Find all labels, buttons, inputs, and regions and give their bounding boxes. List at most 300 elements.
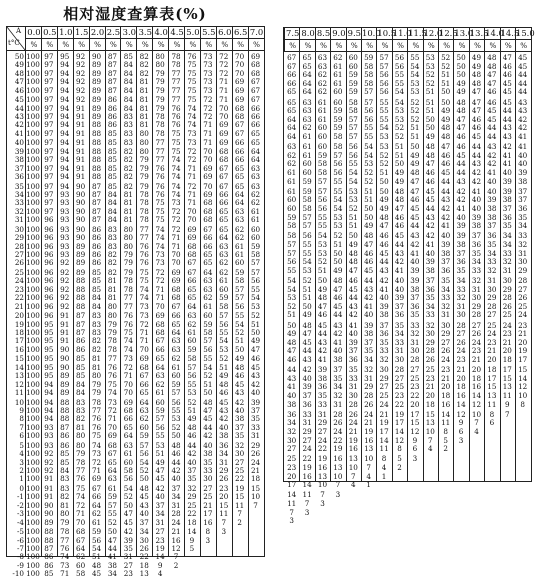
corner-cell — [7, 27, 25, 50]
humidity-cell: 58 — [333, 131, 343, 141]
humidity-cell: 21 — [250, 466, 261, 476]
humidity-cell: 43 — [348, 301, 358, 311]
humidity-cell: 48 — [487, 61, 497, 71]
humidity-cell: 26 — [441, 346, 451, 356]
column-header — [168, 27, 185, 50]
column-header — [41, 27, 58, 50]
humidity-cell: 30 — [441, 320, 451, 330]
humidity-cell: 88 — [91, 163, 102, 173]
humidity-cell: 25 — [379, 390, 389, 400]
humidity-cell: 31 — [155, 517, 165, 527]
humidity-cell: 62 — [317, 78, 328, 88]
humidity-cell: 52 — [123, 492, 133, 502]
humidity-cell: 57 — [364, 87, 374, 97]
humidity-cell: 7 — [366, 462, 371, 472]
humidity-cell: 16 — [471, 382, 482, 392]
humidity-cell: 79 — [76, 449, 86, 459]
humidity-cell: 89 — [91, 60, 102, 70]
table-row — [284, 509, 531, 518]
humidity-cell: 40 — [139, 509, 149, 519]
humidity-cell: 76 — [60, 544, 70, 554]
humidity-cell: 46 — [410, 195, 420, 205]
humidity-cell: 57 — [155, 414, 165, 424]
humidity-cell: 36 — [394, 310, 405, 320]
humidity-cell: 39 — [456, 231, 466, 241]
humidity-cell: 74 — [171, 172, 181, 182]
humidity-cell: 82 — [139, 52, 149, 61]
humidity-cell: 18 — [456, 382, 466, 392]
humidity-cell: 78 — [123, 276, 133, 286]
humidity-cell: 68 — [203, 215, 213, 225]
humidity-cell: 25 — [487, 320, 497, 330]
humidity-cell: 46 — [379, 231, 389, 241]
humidity-cell: 100 — [26, 474, 40, 484]
humidity-cell: 52 — [250, 311, 261, 321]
humidity-cell: 60 — [139, 422, 149, 432]
column-header-unit: % — [397, 41, 404, 50]
humidity-cell: 84 — [107, 190, 118, 199]
column-header — [232, 27, 249, 50]
humidity-cell: 47 — [317, 301, 328, 311]
humidity-cell: 92 — [44, 449, 54, 459]
humidity-cell: 34 — [139, 527, 149, 537]
humidity-cell: 25 — [425, 365, 435, 375]
humidity-cell: 56 — [364, 106, 374, 116]
column-header-unit: % — [189, 40, 197, 49]
humidity-cell: 77 — [107, 354, 118, 364]
humidity-cell: 43 — [333, 320, 343, 330]
humidity-cell: 79 — [155, 95, 165, 105]
humidity-cell: 74 — [171, 155, 181, 165]
humidity-cell: 31 — [123, 552, 133, 562]
column-header-value: 6.5 — [233, 27, 248, 37]
humidity-cell: 57 — [287, 239, 297, 249]
humidity-cell: 53 — [394, 114, 405, 124]
humidity-cell: 94 — [44, 397, 54, 407]
humidity-cell: 31 — [471, 284, 482, 294]
humidity-cell: 93 — [60, 224, 70, 234]
humidity-cell: 17 — [487, 373, 497, 383]
humidity-cell: 75 — [171, 128, 181, 138]
humidity-cell: 100 — [26, 319, 40, 329]
humidity-cell: 83 — [107, 241, 118, 251]
humidity-cell: 21 — [456, 365, 466, 375]
humidity-cell: 76 — [155, 181, 165, 191]
humidity-cell: 62 — [171, 354, 181, 364]
humidity-cell: 66 — [219, 190, 229, 199]
humidity-cell: 97 — [44, 128, 54, 138]
humidity-cell: 93 — [60, 233, 70, 243]
humidity-cell: 57 — [348, 131, 358, 141]
humidity-cell: 38 — [456, 239, 466, 249]
humidity-cell: 100 — [26, 509, 40, 519]
humidity-cell: 35 — [471, 248, 482, 258]
humidity-cell: 36 — [456, 257, 466, 267]
temperature-cell: 27 — [14, 250, 24, 260]
humidity-cell: 29 — [487, 293, 497, 303]
humidity-cell: 53 — [364, 159, 374, 169]
humidity-cell: 95 — [44, 336, 54, 346]
temperature-cell: 20 — [14, 311, 24, 321]
humidity-cell: 67 — [155, 336, 165, 346]
humidity-cell: 83 — [123, 112, 133, 122]
humidity-cell: 43 — [441, 195, 451, 205]
humidity-cell: 42 — [502, 142, 512, 152]
humidity-cell: 94 — [60, 103, 70, 113]
humidity-cell: 67 — [171, 301, 181, 311]
humidity-cell: 15 — [250, 484, 261, 493]
humidity-cell: 84 — [123, 103, 133, 113]
humidity-cell: 30 — [518, 257, 528, 267]
humidity-cell: 80 — [123, 241, 133, 251]
humidity-cell: 79 — [155, 85, 165, 95]
humidity-cell: 72 — [219, 52, 229, 61]
humidity-cell: 13 — [502, 382, 512, 392]
temperature-cell: -9 — [16, 560, 24, 570]
humidity-cell: 52 — [317, 257, 328, 267]
humidity-cell: 80 — [155, 52, 165, 61]
humidity-cell: 63 — [317, 61, 328, 71]
humidity-cell: 10 — [348, 462, 358, 472]
humidity-cell: 88 — [76, 293, 86, 303]
humidity-cell: 34 — [333, 382, 343, 392]
humidity-cell: 61 — [287, 167, 297, 177]
table-row — [284, 517, 531, 526]
humidity-cell: 3 — [335, 490, 341, 500]
humidity-cell: 17 — [410, 409, 420, 419]
humidity-cell: 29 — [250, 440, 261, 450]
humidity-cell: 87 — [76, 311, 86, 321]
humidity-cell: 40 — [487, 176, 497, 186]
humidity-cell: 27 — [456, 329, 466, 339]
humidity-cell: 35 — [123, 544, 133, 554]
column-header — [89, 27, 106, 50]
humidity-cell: 51 — [364, 186, 374, 196]
temperature-cell: 43 — [14, 112, 24, 122]
humidity-cell: 56 — [235, 301, 245, 311]
humidity-cell: 8 — [520, 399, 525, 409]
humidity-cell: 70 — [235, 68, 245, 78]
column-header — [423, 28, 443, 51]
humidity-cell: 35 — [502, 221, 512, 231]
humidity-cell: 75 — [139, 276, 149, 286]
column-header-value: 7.5 — [286, 28, 300, 38]
humidity-cell: 88 — [91, 155, 102, 165]
humidity-cell: 54 — [348, 176, 358, 186]
column-divider — [184, 51, 185, 556]
temperature-cell: -10 — [12, 569, 24, 579]
humidity-cell: 100 — [26, 466, 40, 476]
humidity-cell: 58 — [302, 203, 312, 213]
humidity-cell: 37 — [502, 203, 512, 213]
humidity-cell: 46 — [235, 371, 245, 381]
humidity-cell: 60 — [76, 560, 86, 570]
humidity-cell: 34 — [487, 248, 497, 258]
humidity-cell: 35 — [187, 474, 197, 484]
humidity-cell: 50 — [348, 231, 358, 241]
humidity-cell: 66 — [155, 344, 165, 354]
humidity-cell: 55 — [379, 97, 389, 107]
humidity-cell: 64 — [302, 78, 312, 88]
column-header-unit: % — [458, 41, 466, 50]
humidity-cell: 52 — [410, 106, 420, 116]
humidity-cell: 91 — [60, 336, 70, 346]
humidity-cell: 60 — [348, 61, 358, 71]
humidity-cell: 49 — [394, 176, 405, 186]
humidity-cell: 100 — [26, 544, 40, 554]
humidity-cell: 22 — [187, 509, 197, 519]
humidity-cell: 81 — [107, 276, 118, 286]
humidity-cell: 13 — [139, 569, 149, 579]
humidity-cell: 20 — [287, 471, 297, 481]
humidity-cell: 22 — [394, 399, 405, 409]
humidity-cell: 46 — [187, 431, 197, 441]
humidity-cell: 75 — [171, 146, 181, 156]
humidity-cell: 30 — [379, 365, 389, 375]
column-header-value: 13.5 — [469, 28, 489, 38]
humidity-cell: 89 — [60, 388, 70, 398]
humidity-cell: 79 — [123, 258, 133, 268]
humidity-cell: 41 — [518, 131, 528, 141]
humidity-cell: 46 — [287, 354, 297, 364]
humidity-cell: 37 — [187, 466, 197, 476]
humidity-cell: 49 — [394, 167, 405, 177]
column-header-unit: % — [78, 40, 86, 49]
humidity-cell: 45 — [425, 195, 435, 205]
column-header — [152, 27, 169, 50]
humidity-cell: 60 — [171, 371, 181, 381]
humidity-cell: 76 — [91, 422, 102, 432]
humidity-cell: 61 — [333, 61, 343, 71]
humidity-cell: 88 — [60, 397, 70, 407]
column-header — [200, 27, 217, 50]
humidity-cell: 51 — [235, 336, 245, 346]
humidity-cell: 67 — [219, 163, 229, 173]
humidity-cell: 19 — [394, 409, 405, 419]
humidity-cell: 56 — [379, 78, 389, 88]
humidity-cell: 62 — [139, 414, 149, 424]
humidity-cell: 30 — [456, 310, 466, 320]
humidity-cell: 55 — [364, 131, 374, 141]
humidity-cell: 57 — [250, 258, 261, 268]
column-header — [216, 27, 233, 50]
temperature-cell: 37 — [14, 163, 24, 173]
humidity-cell: 15 — [425, 409, 435, 419]
humidity-cell: 33 — [425, 310, 435, 320]
humidity-cell: 88 — [91, 146, 102, 156]
humidity-cell: 39 — [379, 301, 389, 311]
humidity-cell: 71 — [76, 509, 86, 519]
humidity-cell: 46 — [348, 276, 358, 285]
humidity-cell: 14 — [302, 480, 312, 490]
humidity-cell: 47 — [425, 159, 435, 169]
humidity-cell: 72 — [219, 60, 229, 70]
humidity-cell: 63 — [171, 344, 181, 354]
humidity-cell: 79 — [91, 388, 102, 398]
humidity-cell: 47 — [410, 186, 420, 196]
humidity-cell: 32 — [471, 276, 482, 285]
humidity-cell: 73 — [203, 68, 213, 78]
humidity-cell: 6 — [489, 418, 495, 428]
humidity-cell: 71 — [139, 336, 149, 346]
humidity-cell: 67 — [139, 371, 149, 381]
humidity-cell: 44 — [471, 150, 482, 160]
humidity-cell: 16 — [348, 444, 358, 454]
humidity-cell: 96 — [44, 215, 54, 225]
humidity-cell: 55 — [219, 328, 229, 338]
humidity-cell: 100 — [26, 224, 40, 234]
humidity-cell: 63 — [187, 311, 197, 321]
humidity-cell: 26 — [333, 418, 343, 428]
humidity-cell: 41 — [333, 337, 343, 347]
humidity-cell: 7 — [474, 418, 479, 428]
humidity-cell: 2 — [173, 560, 179, 570]
humidity-cell: 56 — [171, 397, 181, 407]
humidity-cell: 27 — [203, 484, 213, 493]
humidity-cell: 21 — [171, 527, 181, 537]
humidity-cell: 45 — [502, 78, 512, 88]
humidity-cell: 75 — [107, 379, 118, 389]
humidity-cell: 36 — [502, 212, 512, 222]
humidity-cell: 72 — [203, 103, 213, 113]
humidity-cell: 77 — [171, 77, 181, 87]
column-header — [315, 28, 331, 51]
humidity-cell: 56 — [364, 114, 374, 124]
humidity-cell: 58 — [123, 466, 133, 476]
humidity-cell: 79 — [107, 319, 118, 329]
humidity-cell: 60 — [235, 258, 245, 268]
humidity-cell: 86 — [76, 344, 86, 354]
humidity-cell: 68 — [203, 206, 213, 216]
humidity-cell: 69 — [139, 354, 149, 364]
humidity-cell: 10 — [250, 492, 261, 502]
column-header-unit: % — [412, 41, 420, 50]
humidity-cell: 54 — [287, 276, 297, 285]
humidity-cell: 58 — [203, 328, 213, 338]
humidity-cell: 47 — [250, 344, 261, 354]
humidity-cell: 50 — [379, 176, 389, 186]
humidity-cell: 74 — [155, 224, 165, 234]
humidity-cell: 56 — [139, 449, 149, 459]
humidity-cell: 59 — [155, 406, 165, 415]
humidity-cell: 10 — [317, 480, 328, 490]
humidity-cell: 89 — [76, 258, 86, 268]
humidity-cell: 46 — [502, 70, 512, 80]
humidity-cell: 51 — [203, 379, 213, 389]
humidity-cell: 20 — [410, 399, 420, 409]
humidity-cell: 100 — [26, 250, 40, 260]
humidity-cell: 7 — [253, 500, 258, 510]
humidity-cell: 89 — [44, 517, 54, 527]
humidity-cell: 21 — [502, 337, 512, 347]
humidity-cell: 95 — [44, 371, 54, 381]
humidity-cell: 63 — [203, 284, 213, 294]
humidity-cell: 24 — [441, 354, 451, 364]
column-divider — [453, 52, 454, 481]
humidity-cell: 97 — [44, 95, 54, 105]
humidity-cell: 100 — [26, 112, 40, 122]
humidity-cell: 34 — [107, 569, 118, 579]
humidity-cell: 27 — [317, 426, 328, 436]
humidity-cell: 62 — [317, 70, 328, 80]
humidity-cell: 92 — [44, 457, 54, 467]
humidity-cell: 100 — [26, 362, 40, 372]
humidity-cell: 61 — [171, 362, 181, 372]
column-header-value: 14.0 — [485, 28, 504, 38]
humidity-cell: 51 — [348, 221, 358, 231]
humidity-cell: 60 — [155, 397, 165, 407]
humidity-cell: 100 — [26, 431, 40, 441]
humidity-cell: 84 — [76, 388, 86, 398]
humidity-cell: 41 — [394, 265, 405, 275]
humidity-cell: 93 — [60, 206, 70, 216]
humidity-cell: 65 — [287, 106, 297, 116]
temperature-cell: 35 — [14, 181, 24, 191]
humidity-cell: 14 — [394, 426, 405, 436]
humidity-cell: 13 — [333, 462, 343, 472]
humidity-cell: 70 — [171, 258, 181, 268]
humidity-cell: 39 — [123, 535, 133, 545]
humidity-cell: 20 — [219, 492, 229, 502]
humidity-cell: 100 — [26, 241, 40, 251]
humidity-cell: 59 — [333, 123, 343, 133]
humidity-cell: 84 — [123, 85, 133, 95]
humidity-cell: 46 — [487, 97, 497, 107]
humidity-cell: 83 — [60, 474, 70, 484]
humidity-cell: 49 — [471, 53, 482, 62]
humidity-cell: 45 — [302, 337, 312, 347]
humidity-cell: 9 — [157, 560, 163, 570]
humidity-cell: 9 — [189, 535, 195, 545]
humidity-cell: 57 — [379, 61, 389, 71]
column-header-unit: % — [157, 40, 165, 49]
humidity-cell: 46 — [333, 293, 343, 303]
humidity-cell: 100 — [26, 60, 40, 70]
humidity-cell: 20 — [441, 382, 451, 392]
humidity-cell: 30 — [487, 284, 497, 294]
humidity-cell: 27 — [302, 435, 312, 445]
humidity-cell: 65 — [203, 250, 213, 260]
temperature-cell: 18 — [14, 328, 24, 338]
humidity-cell: 14 — [518, 373, 528, 383]
humidity-cell: 83 — [123, 128, 133, 138]
humidity-cell: 39 — [518, 167, 528, 177]
humidity-cell: 30 — [348, 390, 358, 400]
humidity-cell: 4 — [381, 462, 387, 472]
humidity-cell: 21 — [364, 418, 374, 428]
humidity-cell: 69 — [235, 85, 245, 95]
humidity-cell: 44 — [171, 457, 181, 467]
humidity-cell: 68 — [219, 146, 229, 156]
humidity-cell: 25 — [287, 454, 297, 464]
humidity-cell: 43 — [502, 123, 512, 133]
humidity-cell: 75 — [155, 206, 165, 216]
humidity-cell: 57 — [250, 268, 261, 277]
humidity-cell: 32 — [287, 426, 297, 436]
humidity-cell: 60 — [348, 53, 358, 62]
humidity-cell: 55 — [155, 431, 165, 441]
humidity-cell: 73 — [139, 311, 149, 321]
humidity-cell: 48 — [487, 53, 497, 62]
humidity-cell: 53 — [394, 106, 405, 116]
humidity-cell: 27 — [518, 284, 528, 294]
humidity-cell: 79 — [139, 172, 149, 182]
humidity-cell: 100 — [26, 457, 40, 467]
humidity-cell: 46 — [425, 167, 435, 177]
humidity-cell: 56 — [333, 159, 343, 169]
humidity-cell: 63 — [123, 440, 133, 450]
humidity-cell: 60 — [203, 311, 213, 321]
